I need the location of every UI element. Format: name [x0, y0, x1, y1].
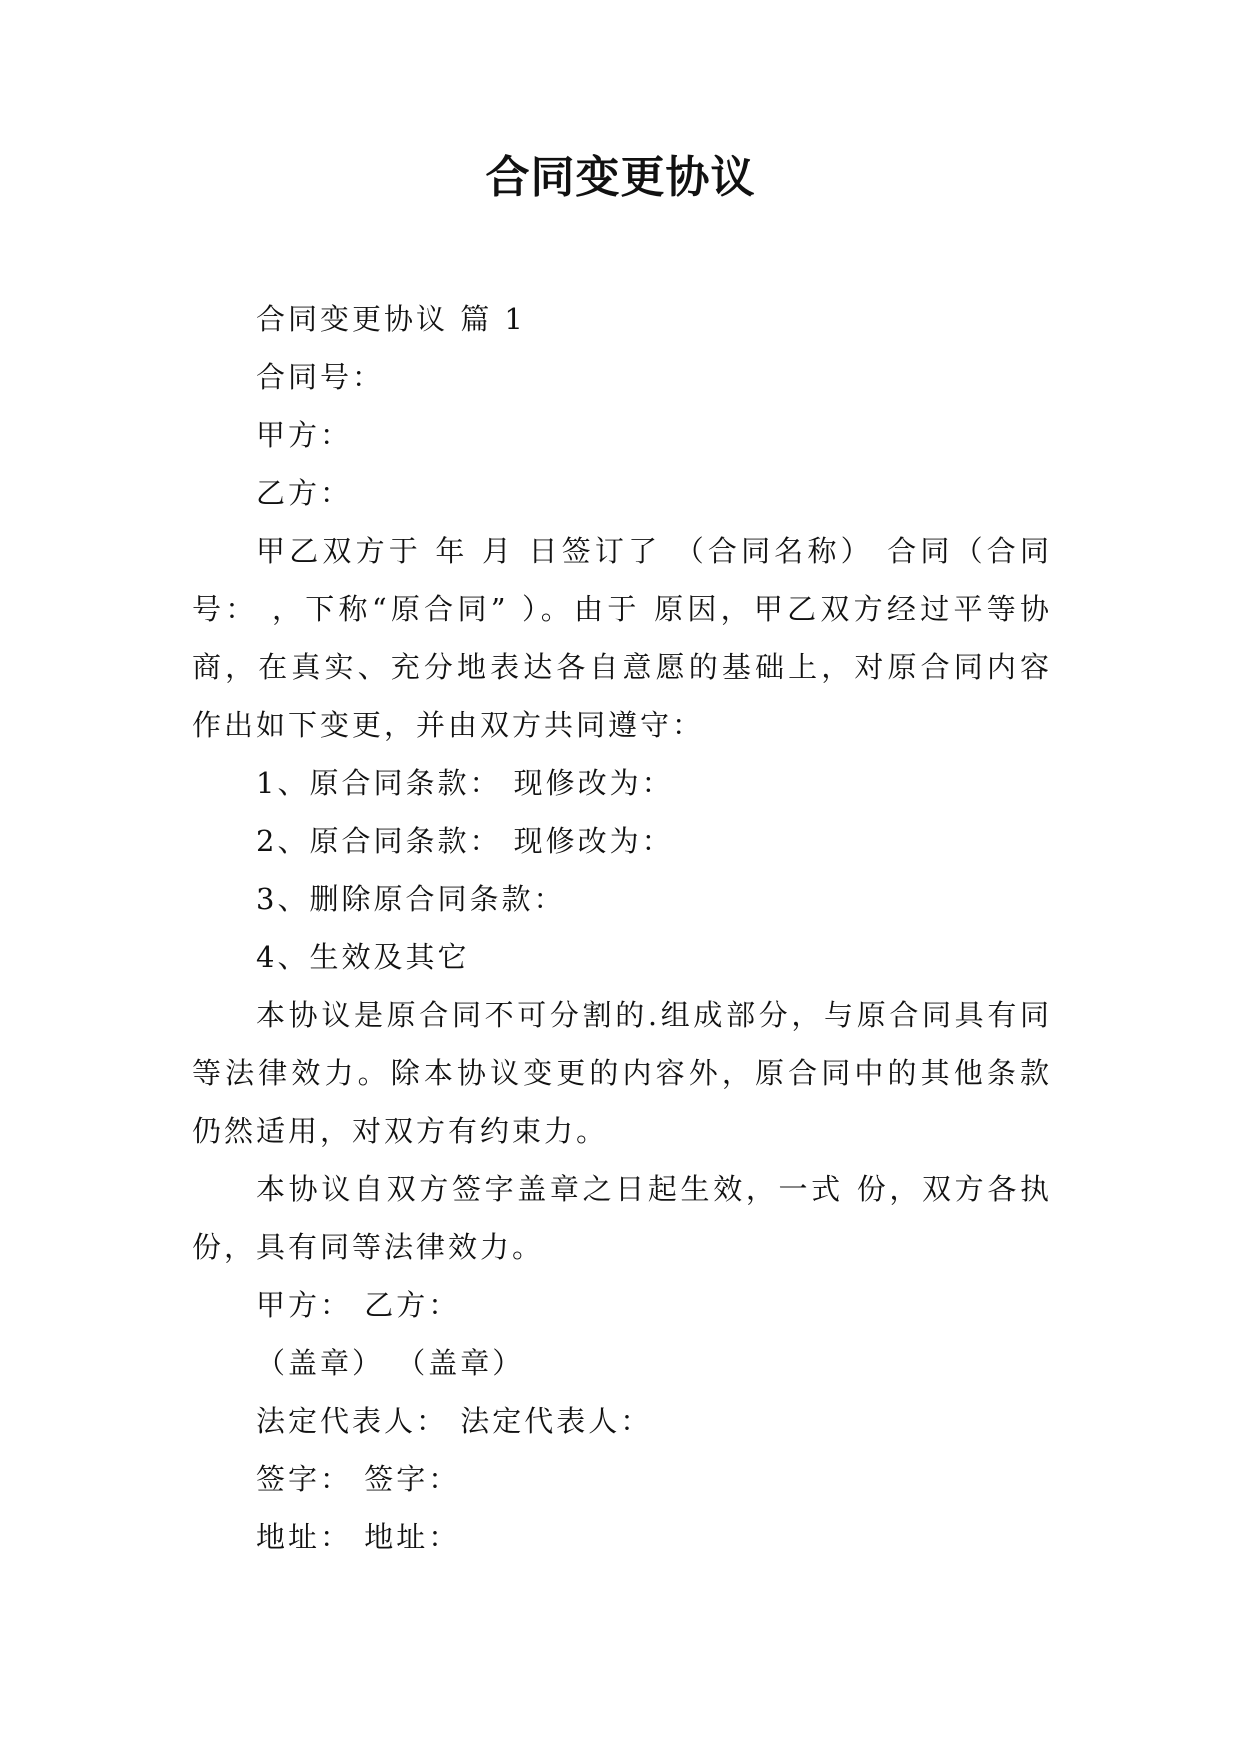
signature-parties: 甲方： 乙方： [256, 1288, 461, 1322]
signature-seal: （盖章） （盖章） [256, 1346, 525, 1380]
clause-2: 2、原合同条款： 现修改为： [256, 824, 674, 858]
clause-3: 3、删除原合同条款： [256, 882, 566, 916]
intro-paragraph: 甲乙双方于 年 月 日签订了 （合同名称） 合同（合同号： ，下称“原合同” ）。由于 原因，甲乙双方经过平等协商，在真实、充分地表达各自意愿的基础上，对原合同内容作出如下变更，并由双方共同遵守： [192, 534, 1052, 742]
signature-legal-rep: 法定代表人： 法定代表人： [256, 1404, 653, 1438]
signature-sign: 签字： 签字： [256, 1462, 461, 1496]
effect-paragraph: 本协议自双方签字盖章之日起生效，一式 份，双方各执 份，具有同等法律效力。 [192, 1172, 1052, 1264]
party-b-label: 乙方： [256, 476, 353, 510]
clause-1: 1、原合同条款： 现修改为： [256, 766, 674, 800]
document-body [192, 290, 1052, 1566]
document-title: 合同变更协议 [485, 152, 756, 203]
clause-4: 4、生效及其它 [256, 940, 470, 974]
contract-number-label: 合同号： [256, 360, 385, 394]
section-heading: 合同变更协议 篇 1 [256, 302, 526, 336]
integral-paragraph: 本协议是原合同不可分割的.组成部分，与原合同具有同等法律效力。除本协议变更的内容外，原合同中的其他条款仍然适用，对双方有约束力。 [192, 998, 1052, 1148]
signature-address: 地址： 地址： [256, 1520, 461, 1554]
party-a-label: 甲方： [256, 418, 353, 452]
